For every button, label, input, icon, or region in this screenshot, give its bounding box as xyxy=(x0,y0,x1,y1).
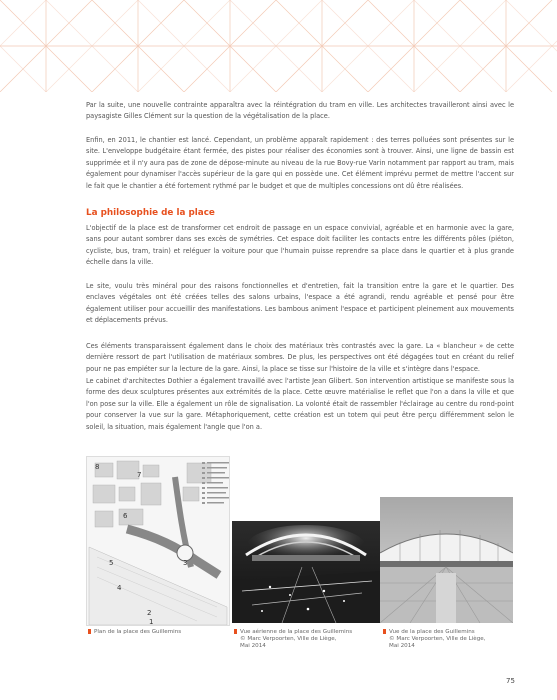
caption-aerial xyxy=(234,629,352,650)
caption-bullet xyxy=(234,629,237,634)
caption-station xyxy=(383,629,485,650)
paragraph-intro: Par la suite, une nouvelle contrainte apparaîtra avec la réintégration du tram en ville. Les architectes travailleront ainsi avec le paysagiste Gilles Clément sur la question de la végétalisation de la place. xyxy=(86,101,514,121)
decorative-pattern xyxy=(0,0,557,92)
station-photo xyxy=(380,497,513,623)
plan-label-2: 2 xyxy=(147,609,152,617)
plan-label-1: 1 xyxy=(149,618,154,626)
aerial-photo xyxy=(232,521,380,623)
caption-bullet xyxy=(383,629,386,634)
paragraph-site: Le site, voulu très minéral pour des raisons fonctionnelles et d'entretien, fait la transition entre la gare et le quartier. Des enclaves végétales ont été créées telles des salons urbains, l'espace a été agrandi, rendu agréable et pensé pour être également utiliser pour accueillir des manifestations. Les bambous animent l'espace et participent pleinement aux mouvements et déplacements prévus. xyxy=(86,282,514,325)
caption-plan-line1: Plan de la place des Guillemins xyxy=(94,629,182,635)
plan-label-5: 5 xyxy=(109,559,114,567)
plan-label-3: 3 xyxy=(183,559,188,567)
caption-aerial-line2: © Marc Verpoorten, Ville de Liège, xyxy=(240,636,337,642)
plan-label-7: 7 xyxy=(137,471,142,479)
caption-station-line3: Mai 2014 xyxy=(389,643,415,649)
caption-aerial-line1: Vue aérienne de la place des Guillemins xyxy=(240,629,353,635)
plan-label-6: 6 xyxy=(123,512,128,520)
paragraph-chantier: Enfin, en 2011, le chantier est lancé. Cependant, un problème apparaît rapidement : des terres polluées sont présentes sur le site. L'enveloppe budgétaire étant fermée, des pistes pour réaliser des économies sont à trouver. Ainsi, une ligne de bassin est supprimée et il n'y aura pas de zone de dépose-minute au niveau de la rue Bovy-rue Varin notamment par rapport au tram, mais également pour dynamiser l'accès supérieur de la gare qui en possède une. Cet élément imprévu permet de mettre l'accent sur le fait que le chantier a été fortement rythmé par le budget et que de multiples concessions ont dû être réalisées. xyxy=(86,136,514,190)
caption-station-line1: Vue de la place des Guillemins xyxy=(389,629,475,635)
caption-aerial-line3: Mai 2014 xyxy=(240,643,266,649)
section-heading: La philosophie de la place xyxy=(86,208,215,218)
plan-legend xyxy=(200,460,234,520)
caption-station-line2: © Marc Verpoorten, Ville de Liège, xyxy=(389,636,486,642)
paragraph-objectif: L'objectif de la place est de transformer cet endroit de passage en un espace convivial, agréable et en harmonie avec la gare, sans pour autant sombrer dans ses excès de symétries. Cet espace doit faciliter les contacts entre les différents pôles (piéton, cycliste, bus, tram, train) et reléguer la voiture pour que l'humain puisse reprendre sa place dans le quartier et à plus grande échelle dans la ville. xyxy=(86,224,514,267)
plan-label-4: 4 xyxy=(117,584,122,592)
paragraph-cabinet: Le cabinet d'architectes Dothier a également travaillé avec l'artiste Jean Glibert. Son intervention artistique se manifeste sous la forme des deux sculptures présentes aux extrémités de la place. Cette œuvre matérialise le reflet que l'on a dans la ville et que l'on pose sur la ville. Elle a également un rôle de signalisation. La volonté était de rassembler l'éclairage au centre du rond-point pour conserver la vue sur la gare. Métaphoriquement, cette création est un totem qui peut être perçu différemment selon le soleil, la situation, mais également l'angle que l'on a. xyxy=(86,377,514,431)
caption-bullet xyxy=(88,629,91,634)
page-number: 75 xyxy=(506,677,515,685)
paragraph-materiaux: Ces éléments transparaissent également dans le choix des matériaux très contrastés avec la gare. La « blancheur » de cette dernière ressort de part l'utilisation de matériaux sombres. De plus, les perspectives ont été dégagées tout en créant du relief pour ne pas empiéter sur la lecture de la gare. Ainsi, la place se tisse sur l'histoire de la ville et s'intègre dans l'espace. xyxy=(86,342,514,373)
caption-plan xyxy=(88,629,181,636)
plan-label-8: 8 xyxy=(95,463,100,471)
